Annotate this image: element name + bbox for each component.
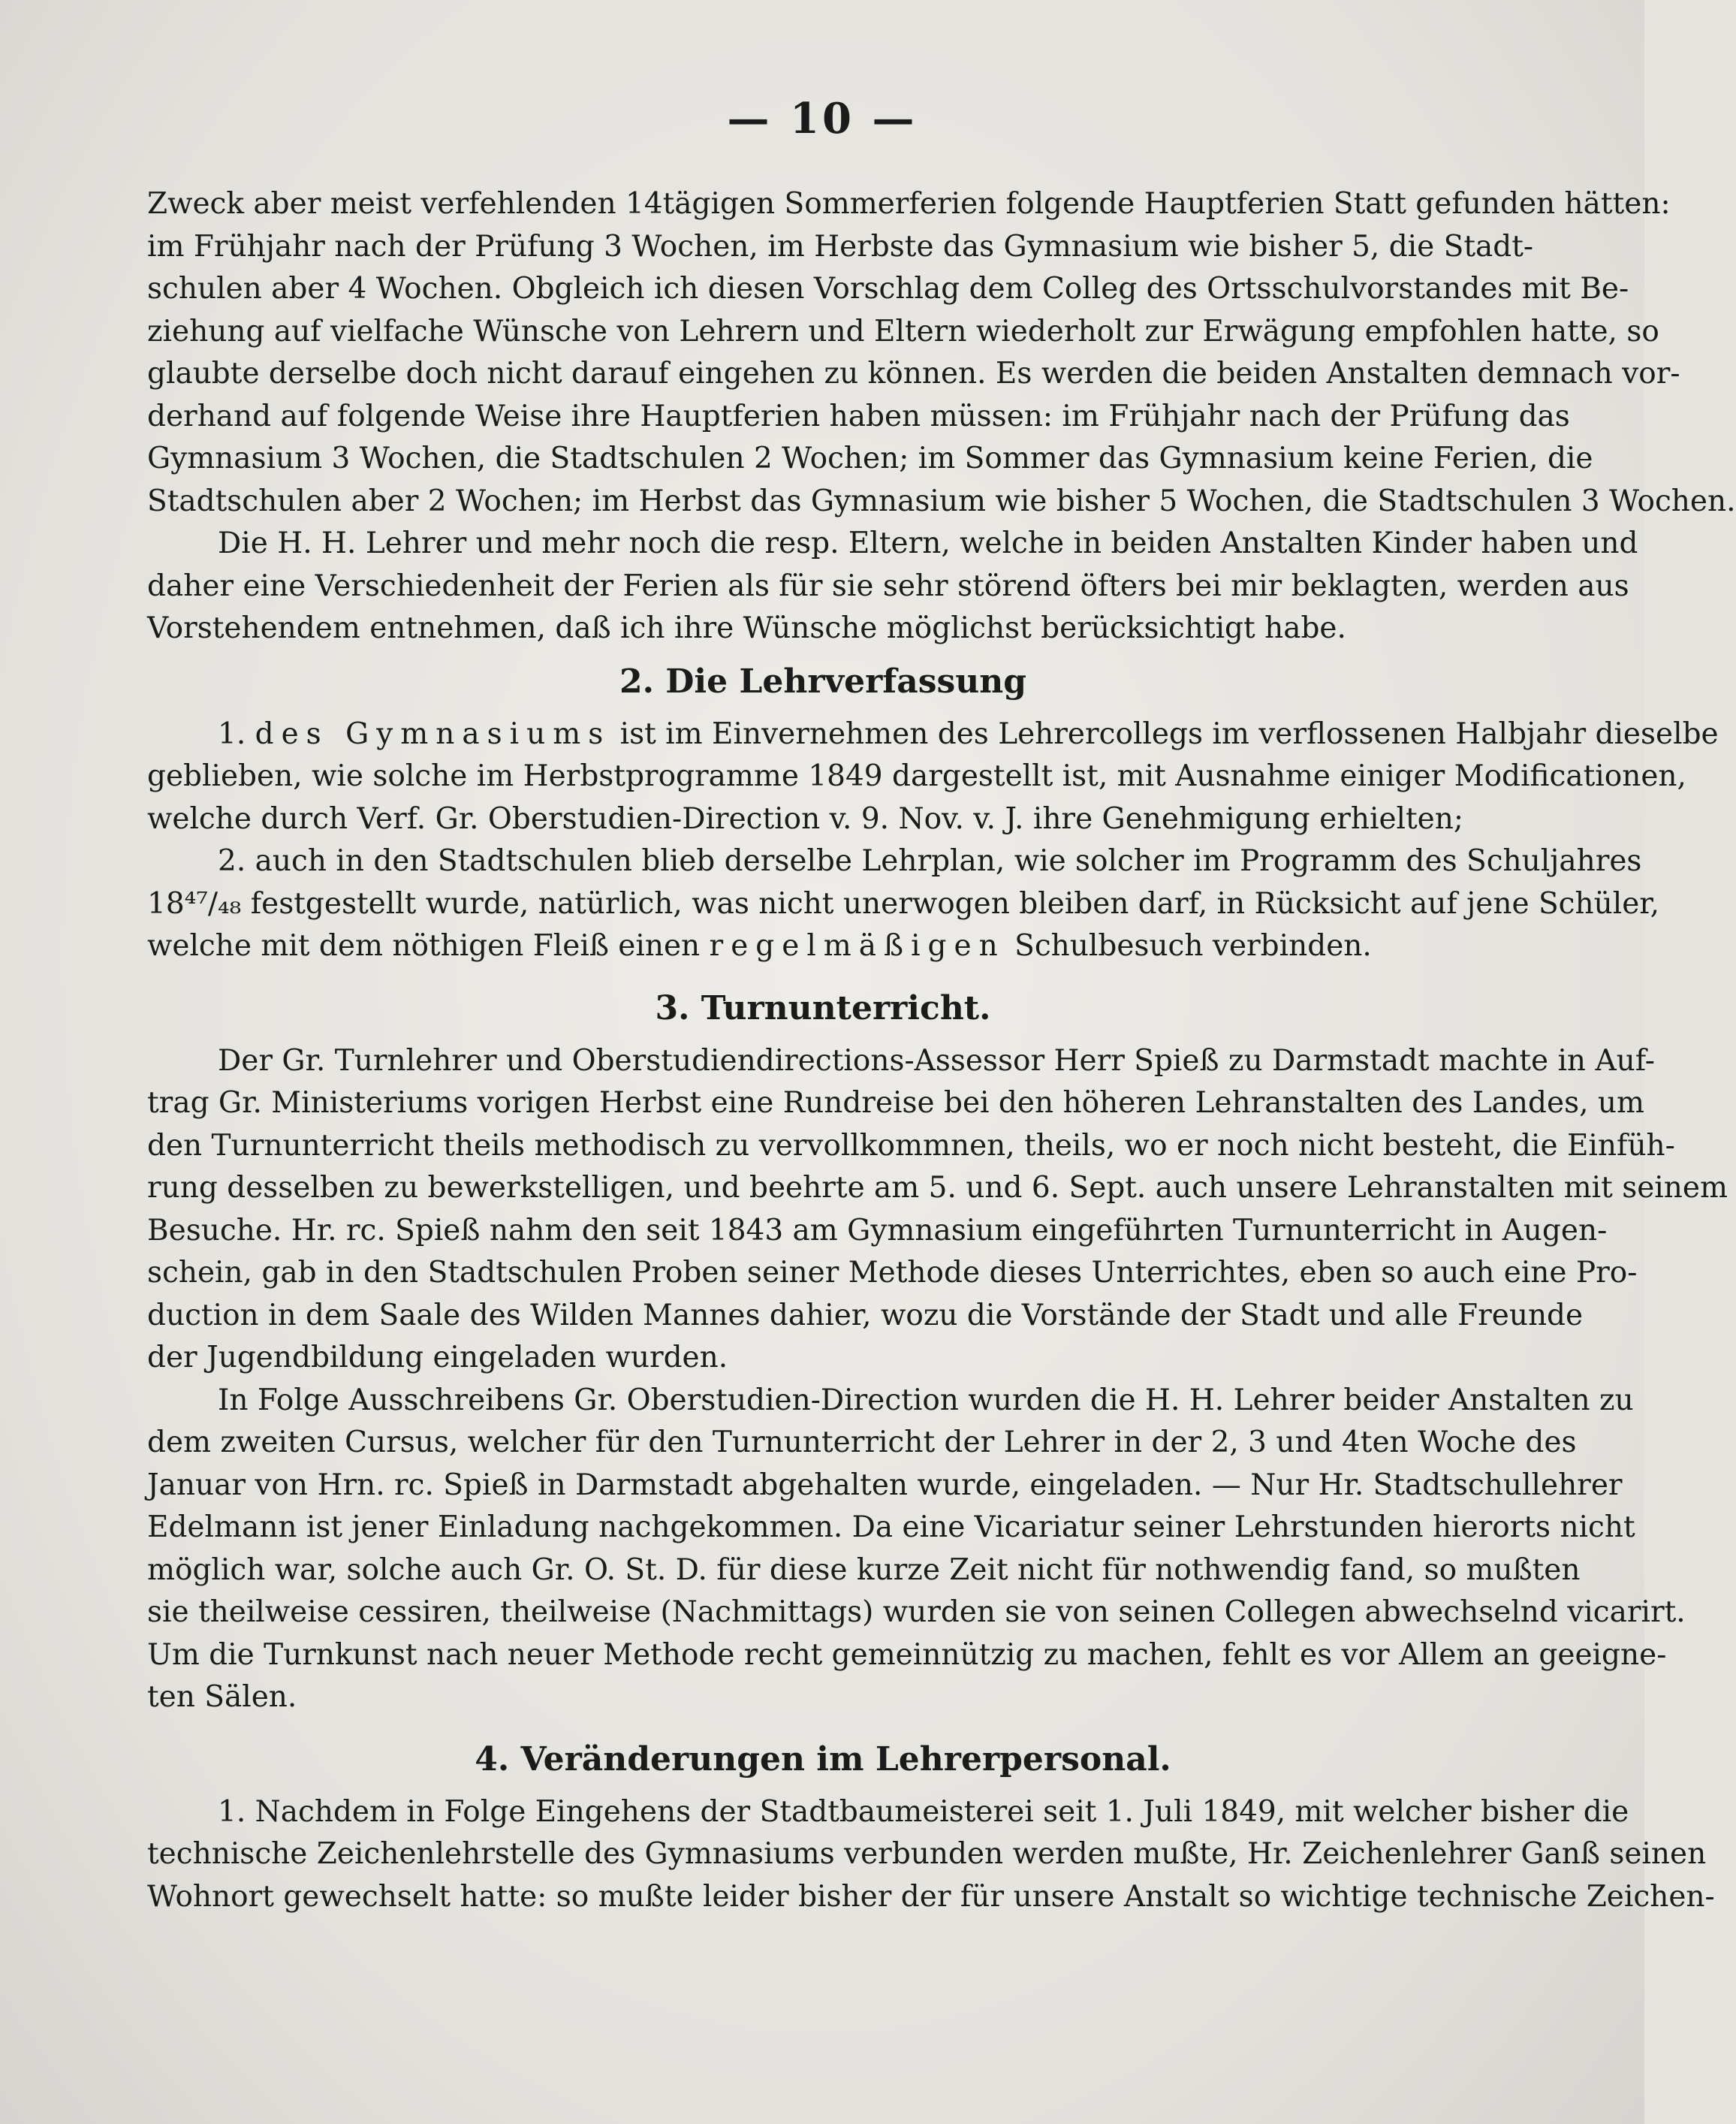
text-line: Besuche. Hr. rc. Spieß nahm den seit 1843 am Gymnasium eingeführten Turnunterricht in Augen- [147,1213,1608,1248]
text-line: den Turnunterricht theils methodisch zu vervollkommnen, theils, wo er noch nicht besteht, die Einfüh- [147,1128,1675,1163]
text-line: sie theilweise cessiren, theilweise (Nachmittags) wurden sie von seinen Collegen abwechselnd vicarirt. [147,1595,1686,1629]
text-line: schein, gab in den Stadtschulen Proben seiner Methode dieses Unterrichtes, eben so auch eine Pro- [147,1256,1638,1290]
text-line: Der Gr. Turnlehrer und Oberstudiendirections-Assessor Herr Spieß zu Darmstadt machte in Auf- [218,1043,1655,1078]
text-line: dem zweiten Cursus, welcher für den Turnunterricht der Lehrer in der 2, 3 und 4ten Woche des [147,1426,1577,1459]
text-line: ten Sälen. [147,1680,297,1714]
text-line: ziehung auf vielfache Wünsche von Lehrern und Eltern wiederholt zur Erwägung empfohlen hatte, so [147,314,1659,348]
page-number: — 10 — [727,94,918,143]
text-line: 1. des Gymnasiums ist im Einvernehmen des Lehrercollegs im verflossenen Halbjahr dieselbe [218,717,1719,751]
spaced-emphasis: regelmäßigen [709,929,1005,963]
text-line: glaubte derselbe doch nicht darauf eingehen zu können. Es werden die beiden Anstalten demnach vor- [147,357,1680,391]
spaced-emphasis: des Gymnasiums [255,717,611,751]
text-line: schulen aber 4 Wochen. Obgleich ich diesen Vorschlag dem Colleg des Ortsschulvorstandes mit Be- [147,272,1629,306]
section-heading-turnunterricht: 3. Turnunterricht. [655,988,991,1027]
text-line: Zweck aber meist verfehlenden 14tägigen Sommerferien folgende Hauptferien Statt gefunden hätten: [147,187,1671,221]
text-line: welche mit dem nöthigen Fleiß einen regelmäßigen Schulbesuch verbinden. [147,929,1372,963]
text-line: duction in dem Saale des Wilden Mannes dahier, wozu die Vorstände der Stadt und alle Freunde [147,1298,1584,1332]
text-line: trag Gr. Ministeriums vorigen Herbst eine Rundreise bei den höheren Lehranstalten des Landes, um [147,1086,1644,1120]
body-text [147,183,1736,1918]
section-lehrerpersonal [147,1791,1715,1919]
text-line: Vorstehendem entnehmen, daß ich ihre Wünsche möglichst berücksichtigt habe. [147,611,1346,645]
section-heading-lehrverfassung: 2. Die Lehrverfassung [619,662,1026,701]
text-line: Stadtschulen aber 2 Wochen; im Herbst das Gymnasium wie bisher 5 Wochen, die Stadtschulen 3 Wochen. [147,484,1736,518]
text-line: Gymnasium 3 Wochen, die Stadtschulen 2 Wochen; im Sommer das Gymnasium keine Ferien, die [147,442,1593,475]
intro-paragraph [147,183,1736,650]
text-line: möglich war, solche auch Gr. O. St. D. für diese kurze Zeit nicht für nothwendig fand, so mußten [147,1552,1581,1587]
text-line: Edelmann ist jener Einladung nachgekommen. Da eine Vicariatur seiner Lehrstunden hierorts nicht [147,1510,1635,1544]
section-heading-lehrerpersonal: 4. Veränderungen im Lehrerpersonal. [475,1739,1171,1779]
text-line: geblieben, wie solche im Herbstprogramme 1849 dargestellt ist, mit Ausnahme einiger Modificationen, [147,759,1686,793]
text-line: 18⁴⁷/₄₈ festgestellt wurde, natürlich, was nicht unerwogen bleiben darf, in Rücksicht auf jene Schüler, [147,886,1660,921]
text-line: In Folge Ausschreibens Gr. Oberstudien-Direction wurden die H. H. Lehrer beider Anstalten zu [218,1383,1634,1417]
text-line: 2. auch in den Stadtschulen blieb derselbe Lehrplan, wie solcher im Programm des Schuljahres [218,844,1642,878]
section-turnunterricht-para1 [147,1040,1728,1380]
text-line: Um die Turnkunst nach neuer Methode recht gemeinnützig zu machen, fehlt es vor Allem an geeigne- [147,1637,1667,1672]
section-turnunterricht-para2 [147,1380,1686,1719]
text-line: Wohnort gewechselt hatte: so mußte leider bisher der für unsere Anstalt so wichtige technische Zeichen- [147,1879,1715,1914]
text-line: 1. Nachdem in Folge Eingehens der Stadtbaumeisterei seit 1. Juli 1849, mit welcher bisher die [218,1794,1629,1829]
text-line: im Frühjahr nach der Prüfung 3 Wochen, im Herbste das Gymnasium wie bisher 5, die Stadt- [147,229,1534,264]
text-line: technische Zeichenlehrstelle des Gymnasiums verbunden werden mußte, Hr. Zeichenlehrer Ganß seinen [147,1837,1707,1871]
text-line: daher eine Verschiedenheit der Ferien als für sie sehr störend öfters bei mir beklagten, werden aus [147,569,1629,603]
text-line: Die H. H. Lehrer und mehr noch die resp. Eltern, welche in beiden Anstalten Kinder haben und [218,526,1638,560]
text-line: der Jugendbildung eingeladen wurden. [147,1341,728,1374]
text-line: derhand auf folgende Weise ihre Hauptferien haben müssen: im Frühjahr nach der Prüfung das [147,399,1570,433]
section-lehrverfassung [147,714,1719,968]
text-line: welche durch Verf. Gr. Oberstudien-Direction v. 9. Nov. v. J. ihre Genehmigung erhielten; [147,801,1464,836]
text-line: rung desselben zu bewerkstelligen, und beehrte am 5. und 6. Sept. auch unsere Lehranstalten mit seinem [147,1171,1728,1205]
text-line: Januar von Hrn. rc. Spieß in Darmstadt abgehalten wurde, eingeladen. — Nur Hr. Stadtschullehrer [147,1468,1623,1502]
